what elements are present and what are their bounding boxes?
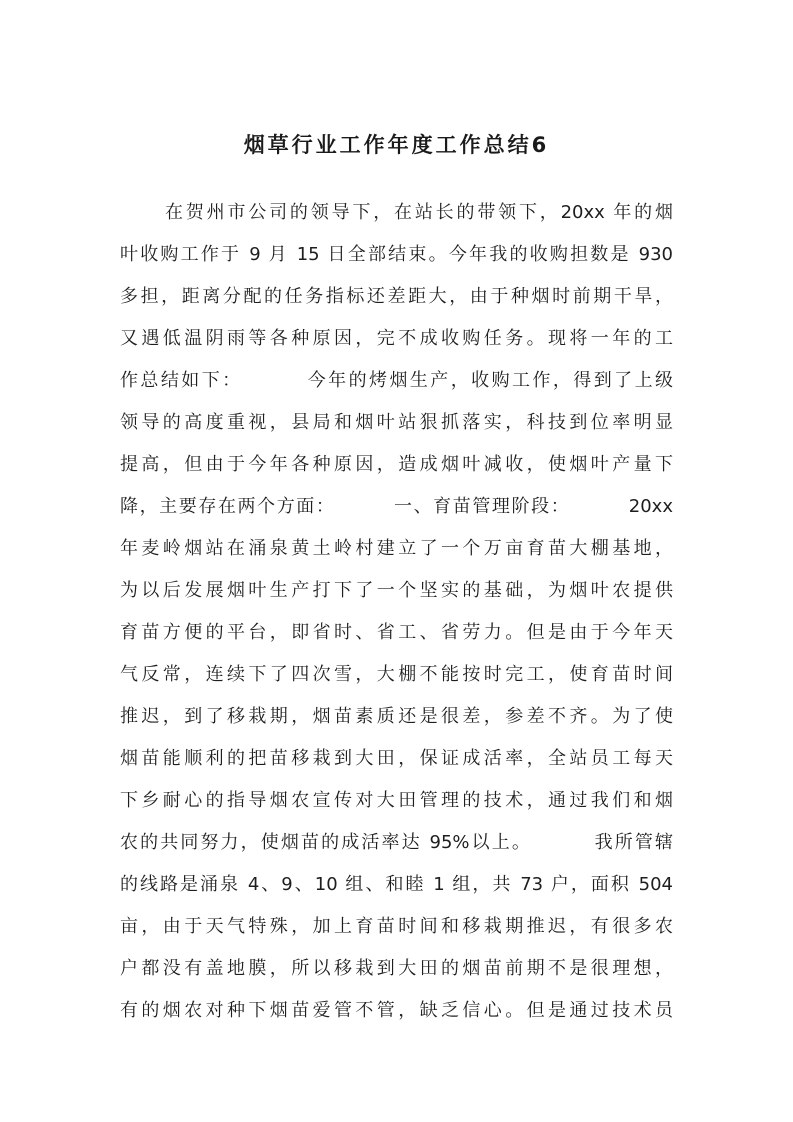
body-line: 提高，但由于今年各种原因，造成烟叶减收，使烟叶产量下 [120,454,673,475]
body-line: 有的烟农对种下烟苗爱管不管，缺乏信心。但是通过技术员 [120,1000,673,1021]
body-line: 在贺州市公司的领导下，在站长的带领下，20xx 年的烟 [165,202,673,223]
body-line: 烟苗能顺利的把苗移栽到大田，保证成活率，全站员工每天 [120,748,673,769]
body-line: 育苗方便的平台，即省时、省工、省劳力。但是由于今年天 [120,622,673,643]
body-line: 为以后发展烟叶生产打下了一个坚实的基础，为烟叶农提供 [120,580,673,601]
body-line: 农的共同努力，使烟苗的成活率达 95%以上。 我所管辖 [120,832,673,853]
body-line: 户都没有盖地膜，所以移栽到大田的烟苗前期不是很理想， [120,958,673,979]
body-line: 领导的高度重视，县局和烟叶站狠抓落实，科技到位率明显 [120,412,673,433]
body-line: 年麦岭烟站在涌泉黄土岭村建立了一个万亩育苗大棚基地， [120,538,673,559]
body-line: 降，主要存在两个方面： 一、育苗管理阶段： 20xx [120,496,673,517]
body-line: 的线路是涌泉 4、9、10 组、和睦 1 组，共 73 户，面积 504 [120,874,673,895]
document-title: 烟草行业工作年度工作总结6 [243,133,550,157]
body-line: 气反常，连续下了四次雪，大棚不能按时完工，使育苗时间 [120,664,673,685]
document-body [120,192,673,1032]
body-line: 下乡耐心的指导烟农宣传对大田管理的技术，通过我们和烟 [120,790,673,811]
body-line: 亩，由于天气特殊，加上育苗时间和移栽期推迟，有很多农 [120,916,673,937]
body-line: 又遇低温阴雨等各种原因，完不成收购任务。现将一年的工 [120,328,673,349]
body-line: 叶收购工作于 9 月 15 日全部结束。今年我的收购担数是 930 [120,244,673,265]
body-line: 作总结如下： 今年的烤烟生产，收购工作，得到了上级 [120,370,673,391]
body-line: 推迟，到了移栽期，烟苗素质还是很差，参差不齐。为了使 [120,706,673,727]
body-line: 多担，距离分配的任务指标还差距大，由于种烟时前期干旱， [120,286,673,307]
